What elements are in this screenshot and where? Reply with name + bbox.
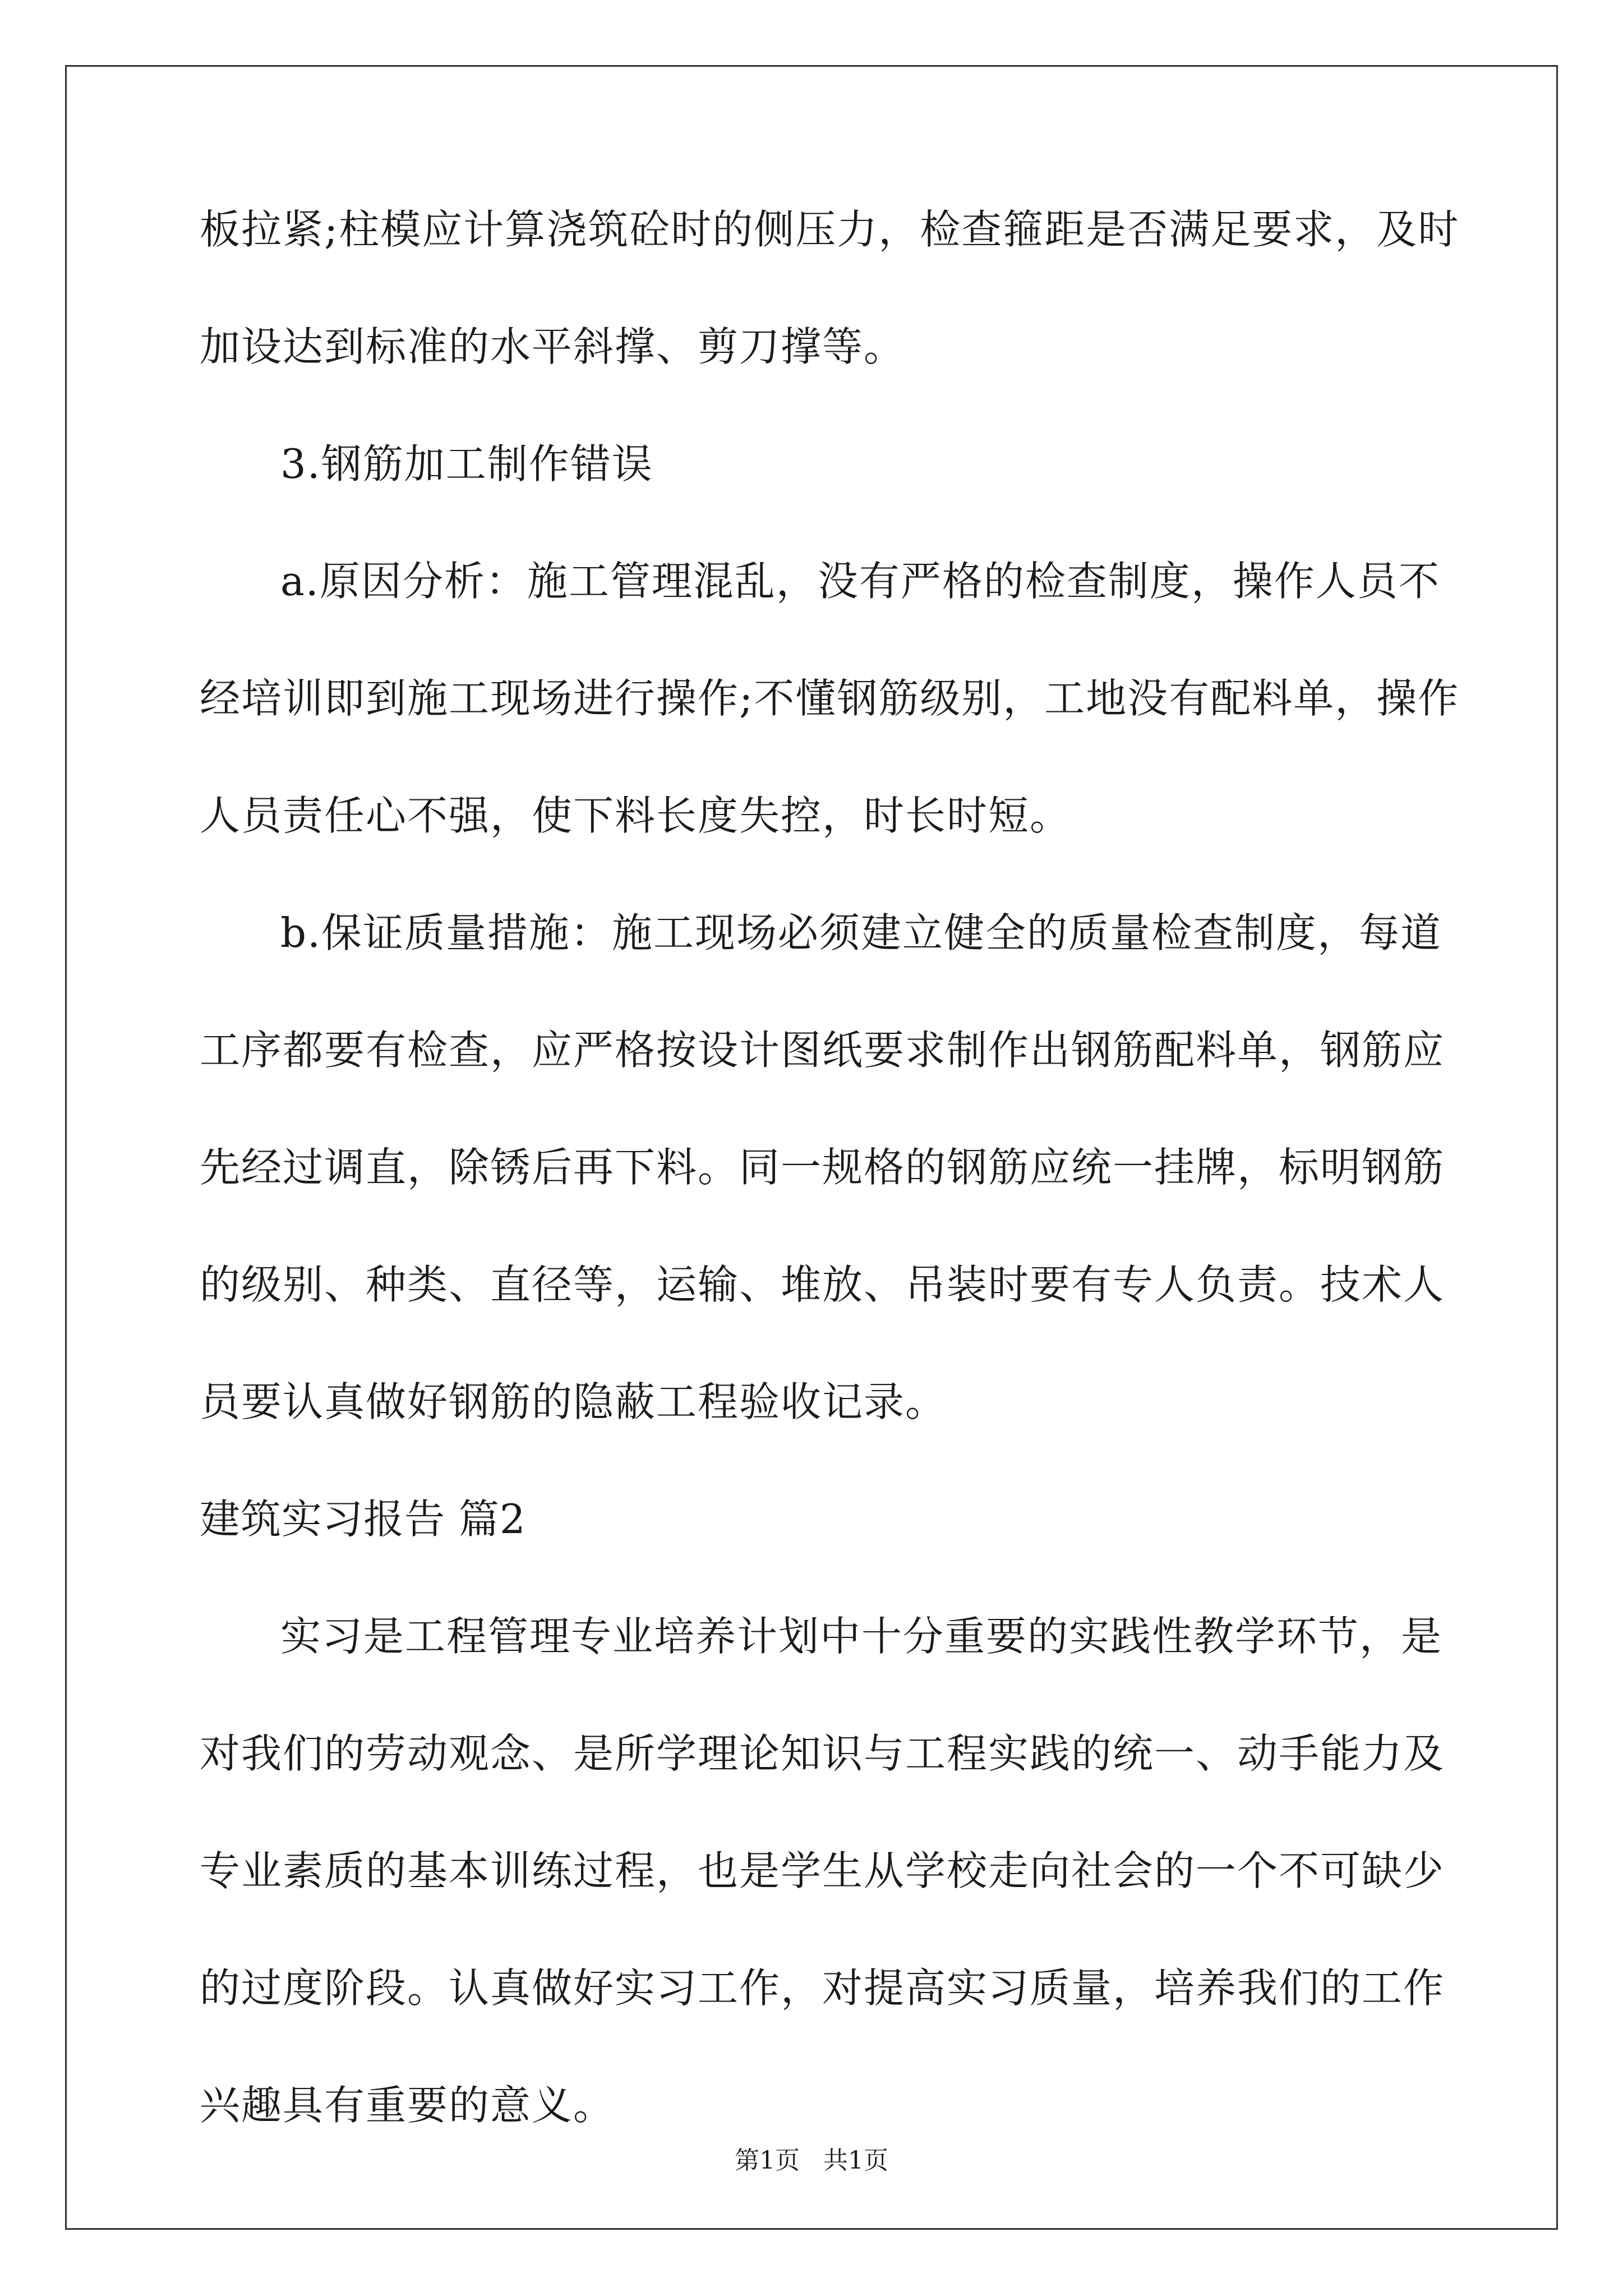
paragraph-line: 的级别、种类、直径等，运输、堆放、吊装时要有专人负责。技术人 <box>200 1261 1445 1308</box>
paragraph-line: a.原因分析：施工管理混乱，没有严格的检查制度，操作人员不 <box>280 558 1440 605</box>
page-footer: 第1页 共1页 <box>735 2146 888 2175</box>
paragraph-line: 实习是工程管理专业培养计划中十分重要的实践性教学环节，是 <box>280 1613 1443 1660</box>
paragraph-line: 专业素质的基本训练过程，也是学生从学校走向社会的一个不可缺少 <box>200 1847 1445 1894</box>
paragraph-line: 人员责任心不强，使下料长度失控，时长时短。 <box>200 792 1072 839</box>
paragraph-line: 兴趣具有重要的意义。 <box>200 2082 615 2129</box>
paragraph-line: 先经过调直，除锈后再下料。同一规格的钢筋应统一挂牌，标明钢筋 <box>200 1144 1445 1191</box>
paragraph-line: 板拉紧;柱模应计算浇筑砼时的侧压力，检查箍距是否满足要求，及时 <box>200 206 1460 253</box>
paragraph-line: 工序都要有检查，应严格按设计图纸要求制作出钢筋配料单，钢筋应 <box>200 1027 1445 1074</box>
document-body <box>200 206 1460 2202</box>
section-heading: 3.钢筋加工制作错误 <box>280 440 653 487</box>
paragraph-line: b.保证质量措施：施工现场必须建立健全的质量检查制度，每道 <box>280 909 1442 956</box>
paragraph-line: 员要认真做好钢筋的隐蔽工程验收记录。 <box>200 1378 947 1425</box>
article-title: 建筑实习报告 篇2 <box>200 1496 526 1543</box>
paragraph-line: 对我们的劳动观念、是所学理论知识与工程实践的统一、动手能力及 <box>200 1730 1445 1777</box>
paragraph-line: 经培训即到施工现场进行操作;不懂钢筋级别，工地没有配料单，操作 <box>200 675 1460 722</box>
paragraph-line: 的过度阶段。认真做好实习工作，对提高实习质量，培养我们的工作 <box>200 1964 1445 2012</box>
paragraph-line: 加设达到标准的水平斜撑、剪刀撑等。 <box>200 323 906 370</box>
